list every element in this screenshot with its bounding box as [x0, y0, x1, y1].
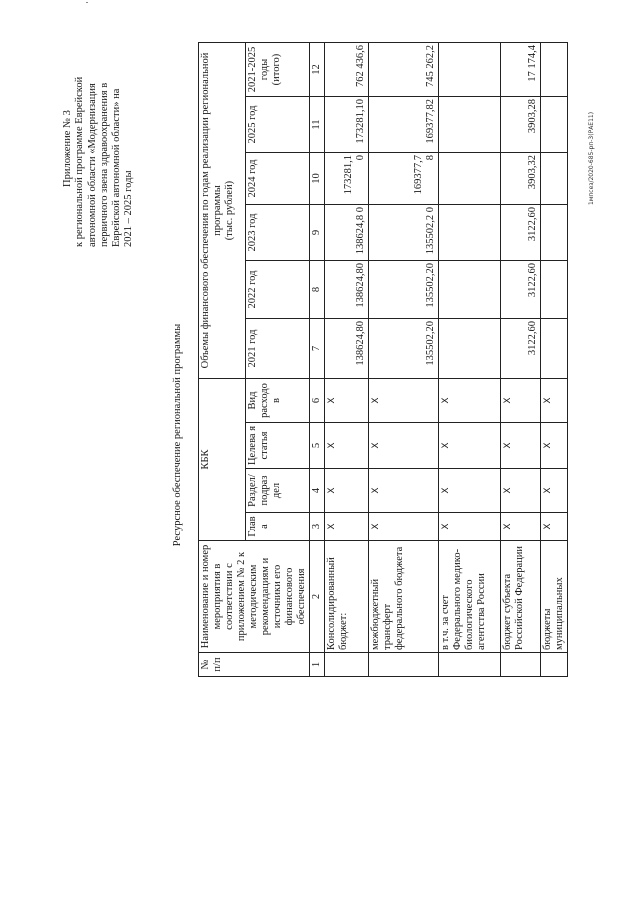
table-row	[369, 43, 439, 677]
value-total: 745 262,2	[369, 43, 439, 97]
vid-cell: Х	[541, 379, 568, 423]
value-2025: 3903,28	[501, 97, 541, 153]
value-2023	[439, 205, 501, 261]
column-number-row	[310, 43, 325, 677]
glava-cell: Х	[325, 513, 369, 541]
celevaya-cell: Х	[325, 423, 369, 469]
row-num-cell	[439, 653, 501, 677]
row-name: Консолидированный бюджет:	[325, 541, 369, 653]
razdel-cell: Х	[541, 469, 568, 513]
col-number: 11	[310, 97, 325, 153]
value-2025: 173281,10	[325, 97, 369, 153]
value-2023: 135502,2 0	[369, 205, 439, 261]
col-number: 4	[310, 469, 325, 513]
value-2025	[541, 97, 568, 153]
header-volumes-title: Объемы финансового обеспечения по годам реализации региональной программы	[200, 52, 223, 369]
header-2024: 2024 год	[246, 153, 310, 205]
appendix-line-1: Приложение № 3	[62, 110, 73, 187]
row-num-cell	[325, 653, 369, 677]
celevaya-cell: Х	[541, 423, 568, 469]
table-row	[501, 43, 541, 677]
value-2021: 138624,80	[325, 319, 369, 379]
header-vid: Вид расходо в	[246, 379, 310, 423]
razdel-cell: Х	[439, 469, 501, 513]
value-2021	[541, 319, 568, 379]
row-num-cell	[541, 653, 568, 677]
value-2022	[541, 261, 568, 319]
value-2024	[439, 153, 501, 205]
col-number: 3	[310, 513, 325, 541]
value-total: 17 174,4	[501, 43, 541, 97]
appendix-line-6: 2021 – 2025 годы	[123, 170, 135, 247]
value-2021: 135502,20	[369, 319, 439, 379]
glava-cell: Х	[501, 513, 541, 541]
table-row	[325, 43, 369, 677]
value-2021	[439, 319, 501, 379]
value-2025: 169377,82	[369, 97, 439, 153]
razdel-cell: Х	[325, 469, 369, 513]
glava-cell: Х	[541, 513, 568, 541]
page-dot	[86, 2, 88, 3]
header-celevaya: Целева я статья	[246, 423, 310, 469]
value-total: 762 436,6	[325, 43, 369, 97]
row-name: бюджеты муниципальных	[541, 541, 568, 653]
col-number: 6	[310, 379, 325, 423]
value-2022: 138624,80	[325, 261, 369, 319]
header-2021: 2021 год	[246, 319, 310, 379]
col-number: 1	[310, 653, 325, 677]
value-2022: 135502,20	[369, 261, 439, 319]
vid-cell: Х	[325, 379, 369, 423]
footer-code: 1мпсез/2020-685-рп-3(РАЕ11)	[588, 111, 595, 205]
appendix-line-3: автономной области «Модернизация	[86, 83, 98, 247]
glava-cell: Х	[439, 513, 501, 541]
header-total: 2021-2025 годы (итого)	[246, 43, 310, 97]
col-number: 9	[310, 205, 325, 261]
appendix-line-2: к региональной программе Еврейской	[74, 76, 86, 247]
col-number: 5	[310, 423, 325, 469]
celevaya-cell: Х	[369, 423, 439, 469]
header-2022: 2022 год	[246, 261, 310, 319]
col-number: 12	[310, 43, 325, 97]
value-2023: 3122,60	[501, 205, 541, 261]
col-number: 10	[310, 153, 325, 205]
row-name: межбюджетный трансферт федерального бюджета	[369, 541, 439, 653]
value-2025	[439, 97, 501, 153]
appendix-header	[62, 37, 136, 247]
header-2025: 2025 год	[246, 97, 310, 153]
value-total	[541, 43, 568, 97]
appendix-line-4: первичного звена здравоохранения в	[98, 82, 110, 247]
value-2024: 173281,1 0	[325, 153, 369, 205]
header-glava: Глав а	[246, 513, 310, 541]
header-volumes	[199, 43, 246, 379]
value-total	[439, 43, 501, 97]
resource-table	[198, 42, 568, 677]
table-row	[541, 43, 568, 677]
col-number: 2	[310, 541, 325, 653]
row-name: в т.ч. за счет Федерального медико-биологического агентства России	[439, 541, 501, 653]
value-2024: 3903,32	[501, 153, 541, 205]
header-2023: 2023 год	[246, 205, 310, 261]
value-2024: 169377,7 8	[369, 153, 439, 205]
value-2024	[541, 153, 568, 205]
header-name: Наименование и номер мероприятия в соответствии с приложением № 2 к методическим рекомендациям и источники его финансового обеспечения	[199, 541, 310, 653]
value-2021: 3122,60	[501, 319, 541, 379]
vid-cell: Х	[439, 379, 501, 423]
celevaya-cell: Х	[439, 423, 501, 469]
value-2023: 138624,8 0	[325, 205, 369, 261]
razdel-cell: Х	[369, 469, 439, 513]
value-2022: 3122,60	[501, 261, 541, 319]
document-title: Ресурсное обеспечение региональной программы	[172, 323, 183, 547]
glava-cell: Х	[369, 513, 439, 541]
vid-cell: Х	[369, 379, 439, 423]
col-number: 8	[310, 261, 325, 319]
table-row	[439, 43, 501, 677]
header-razdel: Раздел/ подраз дел	[246, 469, 310, 513]
value-2022	[439, 261, 501, 319]
col-number: 7	[310, 319, 325, 379]
header-volumes-unit: (тыс. рублей)	[224, 180, 235, 241]
row-name: бюджет субъекта Российской Федерации	[501, 541, 541, 653]
row-num-cell	[501, 653, 541, 677]
value-2023	[541, 205, 568, 261]
row-num-cell	[369, 653, 439, 677]
appendix-line-5: Еврейской автономной области» на	[111, 88, 123, 247]
header-kbk: КБК	[199, 379, 246, 541]
header-row-1	[199, 43, 246, 677]
razdel-cell: Х	[501, 469, 541, 513]
celevaya-cell: Х	[501, 423, 541, 469]
header-num: № п/п	[199, 653, 310, 677]
vid-cell: Х	[501, 379, 541, 423]
